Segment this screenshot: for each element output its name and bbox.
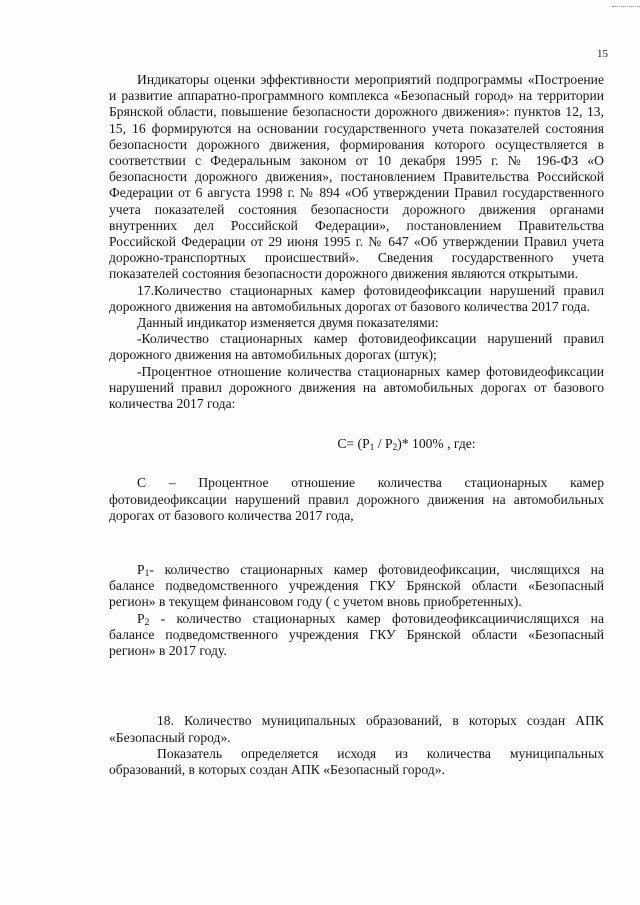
p2-text: - количество стационарных камер фотовидеофиксациичислящихся на балансе подведомственного учреждения ГКУ Брянской области «Безопасный регион» в 2017 году. [109, 610, 604, 659]
formula-end: )* 100% , где: [397, 436, 476, 452]
p1-subscript: 1 [144, 569, 150, 580]
formula-sub-1: 1 [369, 443, 375, 454]
p2-letter: P [137, 610, 145, 626]
formula [209, 436, 604, 452]
formula-start: C= (P [337, 436, 370, 452]
p1-text: - количество стационарных камер фотовидеофиксации, числящихся на балансе подведомственного учреждения ГКУ Брянской области «Безопасный регион» в текущем финансовом году ( с учетом вновь приобретенных). [109, 562, 604, 610]
corner-mark [612, 6, 640, 7]
paragraph-bullet-count: -Количество стационарных камер фотовидеофиксации нарушений правил дорожного движения на автомобильных дорогах (штук); [109, 331, 604, 363]
paragraph-p1-definition [109, 562, 604, 611]
paragraph-p2-definition [109, 611, 604, 660]
paragraph-changes-by: Данный индикатор изменяется двумя показателями: [137, 315, 439, 331]
paragraph-indicators: Индикаторы оценки эффективности мероприятий подпрограммы «Построение и развитие аппаратно-программного комплекса «Безопасный город» на территории Брянской области, повышение безопасности дорожного движения»: пунктов 12, 13, 15, 16 формируются на основании государственного учета показателей состояния безопасности дорожного движения, формирования которого осуществляется в соответствии с Федеральным законом от 10 декабря 1995 г. № 196-ФЗ «О безопасности дорожного движения», постановлением Правительства Российской Федерации от 6 августа 1998 г. № 894 «Об утверждении Правил государственного учета показателей состояния безопасности дорожного движения органами внутренних дел Российской Федерации», постановлением Правительства Российской Федерации от 29 июня 1995 г. № 647 «Об утверждении Правил учета дорожно-транспортных происшествий». Сведения государственного учета показателей состояния безопасности дорожного движения являются открытыми. [109, 72, 604, 282]
paragraph-item-18: 18. Количество муниципальных образований, в которых создан АПК «Безопасный город». [109, 713, 604, 745]
page-number: 15 [597, 48, 608, 60]
document-body [109, 72, 604, 778]
paragraph-c-definition: С – Процентное отношение количества стационарных камер фотовидеофиксации нарушений правил дорожного движения на автомобильных дорогах от базового количества 2017 года, [109, 475, 604, 523]
formula-sub-2: 2 [392, 443, 398, 454]
paragraph-item-17: 17.Количество стационарных камер фотовидеофиксации нарушений правил дорожного движения на автомобильных дорогах от базового количества 2017 года. [109, 282, 604, 314]
paragraph-item-18-detail: Показатель определяется исходя из количества муниципальных образований, в которых создан АПК «Безопасный город». [109, 745, 604, 777]
paragraph-bullet-percent: -Процентное отношение количества стационарных камер фотовидеофиксации нарушений правил дорожного движения на автомобильных дорогах от базового количества 2017 года: [109, 363, 604, 412]
p1-letter: P [137, 562, 145, 578]
formula-mid: / P [374, 436, 393, 452]
p2-subscript: 2 [144, 617, 150, 628]
